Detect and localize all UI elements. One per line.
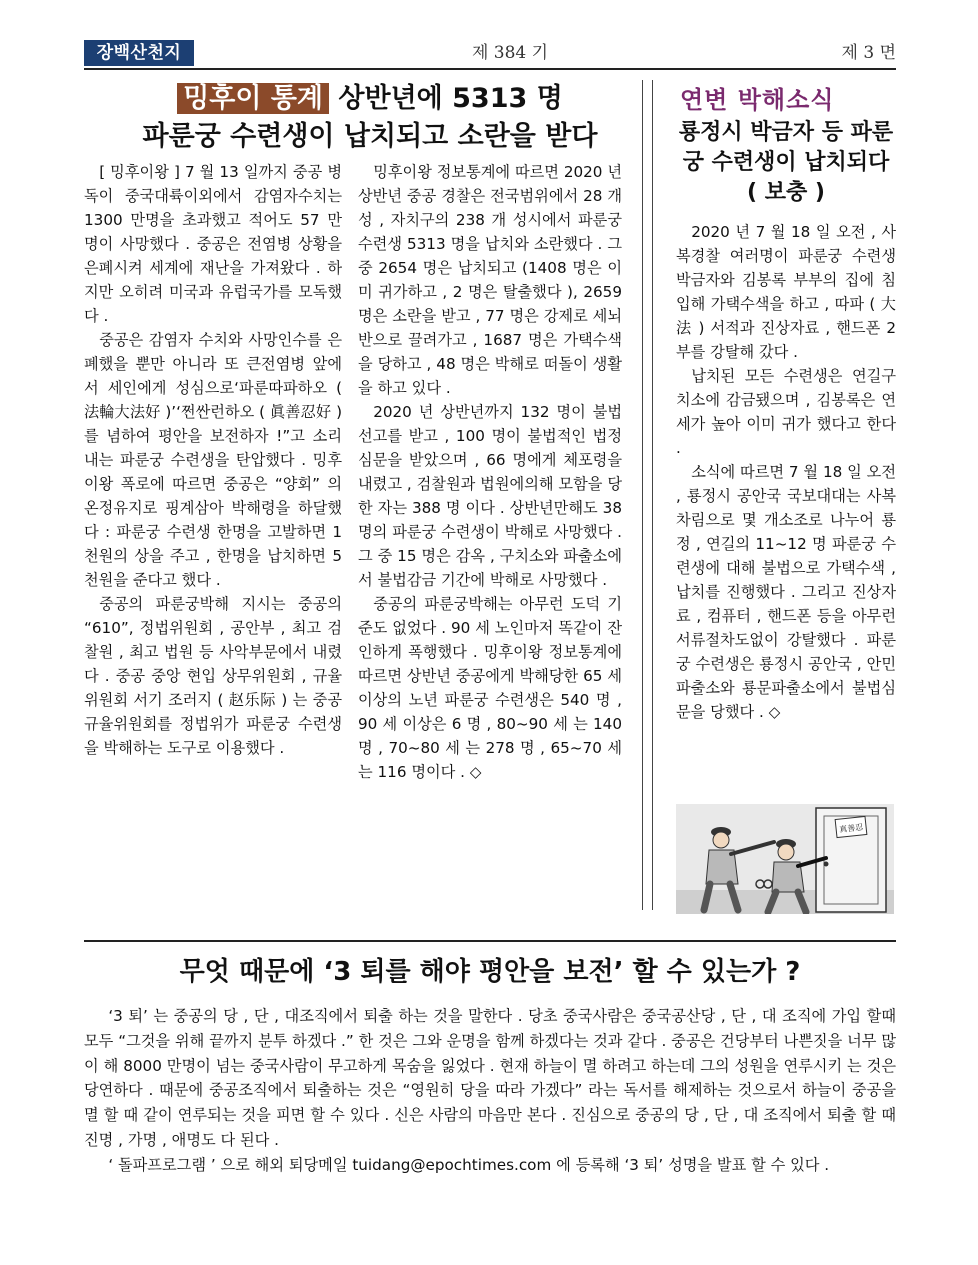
paragraph: ‘3 퇴’ 는 중공의 당 , 단 , 대조직에서 퇴출 하는 것을 말한다 . 당초 중국사람은 중국공산당 , 단 , 대 조직에 가입 할때 모두 “그것을 위해 끝까지 분투 하겠다 .” 한 것은 그와 운명을 함께 하겠다는 것과 같다 . 중공은 건당부터 나쁜짓을 너무 많이 해 8000 만명이 넘는 중국사람이 무고하게 목숨을 잃었다 . 현재 하늘이 멸 하려고 하는데 그의 성원을 연루시키 는 것은 당연하다 . 때문에 중공조직에서 퇴출하는 것은 “영원히 당을 따라 가겠다” 라는 독서를 해제하는 것으로서 하늘이 중공을 멸 할 때 같이 연루되는 것을 피면 할 수 있다 . 신은 사람의 마음만 본다 . 진심으로 중공의 당 , 단 , 대 조직에서 퇴출 할 때 진명 , 가명 , 애명도 다 된다 . [84, 1007, 896, 1149]
main-headline [100, 80, 640, 156]
masthead: 장백산천지 [84, 40, 194, 66]
article-column-1 [84, 160, 342, 760]
paragraph: 밍후이왕 정보통계에 따르면 2020 년 상반년 중공 경찰은 전국범위에서 28 개성 , 자치구의 238 개 성시에서 파룬궁 수련생 5313 명을 납치와 소란했다 . 그중 2654 명은 납치되고 (1408 명은 이미 귀가하고 , 2 명은 탈출했다 ), 2659 명은 소란을 받고 , 77 명은 강제로 세뇌반으로 끌려가고 , 1687 명은 가택수색을 당하고 , 48 명은 박해로 떠돌이 생활을 하고 있다 . [358, 163, 622, 397]
paragraph: 중공의 파룬궁박해 지시는 중공의 “610”, 정법위원회 , 공안부 , 최고 검찰원 , 최고 법원 등 사악부문에서 내렸다 . 중공 중앙 현입 상무위원회 , 규율위원회 서기 조러지 ( 赵乐际 ) 는 중공 규율위원회를 정법위가 파룬궁 수련생을 박해하는 도구로 이용했다 . [84, 595, 342, 757]
page-number: 제 3 면 [841, 43, 896, 63]
headline-tag: 밍후이 통계 [177, 83, 329, 114]
bottom-headline: 무엇 때문에 ‘3 퇴를 해야 평안을 보전’ 할 수 있는가 ? [179, 957, 801, 987]
paragraph: 중공의 파룬궁박해는 아무런 도덕 기준도 없었다 . 90 세 노인마저 똑같이 잔인하게 폭행했다 . 밍후이왕 정보통계에 따르면 상반년 중공에게 박해당한 65 세이상의 노년 파룬궁 수련생은 540 명 , 90 세 이상은 6 명 , 80~90 세 는 140 명 , 70~80 세 는 278 명 , 65~70 세는 116 명이다 . ◇ [358, 595, 622, 781]
headline-line1: 상반년에 5313 명 [329, 83, 563, 114]
side-article [676, 220, 896, 724]
headline-line2: 파룬궁 수련생이 납치되고 소란을 받다 [142, 121, 598, 152]
paragraph: 납치된 모든 수련생은 연길구치소에 감금됐으며 , 김봉록은 연세가 높아 이미 귀가 했다고 한다 . [676, 367, 896, 457]
paragraph: 2020 년 7 월 18 일 오전 , 사복경찰 여러명이 파룬궁 수련생 박금자와 김봉록 부부의 집에 침입해 가택수색을 하고 , 따파 ( 大法 ) 서적과 진상자료 , 핸드폰 2 부를 강탈해 갔다 . [676, 223, 896, 361]
side-section-label: 연변 박해소식 [680, 85, 835, 114]
column-divider [642, 80, 643, 910]
paragraph: [ 밍후이왕 ] 7 월 13 일까지 중공 병독이 중국대륙이외에서 감염자수치는 1300 만명을 초과했고 적어도 57 만명이 사망했다 . 중공은 전염병 상황을 은폐시켜 세계에 재난을 가져왔다 . 하지만 오히려 미국과 유럽국가를 모독했다 . [84, 163, 342, 325]
issue-number: 제 384 기 [471, 43, 549, 63]
paragraph: 소식에 따르면 7 월 18 일 오전 , 룡정시 공안국 국보대대는 사복차림으로 몇 개소조로 나누어 룡정 , 연길의 11~12 명 파룬궁 수련생에 대해 불법으로 가택수색 , 납치를 진행했다 . 그리고 진상자료 , 컴퓨터 , 핸드폰 등을 아무런 서류절차도없이 강탈했다 . 파룬궁 수련생은 룡정시 공안국 , 안민파출소와 룡문파출소에서 불법심문을 당했다 . ◇ [676, 463, 896, 721]
door-sign [835, 816, 867, 837]
paragraph: ‘ 돌파프로그램 ’ 으로 해외 퇴당메일 tuidang@epochtimes.com 에 등록해 ‘3 퇴’ 성명을 발표 할 수 있다 . [108, 1155, 830, 1174]
section-divider [84, 940, 896, 942]
paragraph: 중공은 감염자 수치와 사망인수를 은폐했을 뿐만 아니라 또 큰전염병 앞에서 세인에게 성심으로‘파룬따파하오 ( 法輪大法好 )’‘쩐싼런하오 ( 眞善忍好 ) 를 념하여 평안을 보전하자 !”고 소리내는 파룬궁 수련생을 탄압했다 . 밍후이왕 폭로에 따르면 중공은 “양회” 의 온정유지로 핑계삼아 박해령을 하달했다 : 파룬궁 수련생 한명을 고발하면 1 천원의 상을 주고 , 한명을 납치하면 5 천원을 준다고 했다 . [84, 331, 342, 589]
article-column-2 [358, 160, 622, 784]
police-arrest-illustration [676, 804, 894, 914]
column-divider [652, 80, 653, 910]
door-sign-text: 真善忍 [838, 822, 864, 835]
paragraph: 2020 년 상반년까지 132 명이 불법 선고를 받고 , 100 명이 불법적인 법정 심문을 받았으며 , 66 명에게 체포령을 내렸고 , 검찰원과 법원에의해 모함을 당한 자는 388 명 이다 . 상반년만해도 38 명의 파룬궁 수련생이 박해로 사망했다 . 그 중 15 명은 감옥 , 구치소와 파출소에서 불법감금 기간에 박해로 사망했다 . [358, 403, 622, 589]
side-headline: 룡정시 박금자 등 파룬궁 수련생이 납치되다 ( 보충 ) [678, 120, 894, 205]
bottom-article [84, 1004, 896, 1178]
header-divider [84, 68, 896, 70]
